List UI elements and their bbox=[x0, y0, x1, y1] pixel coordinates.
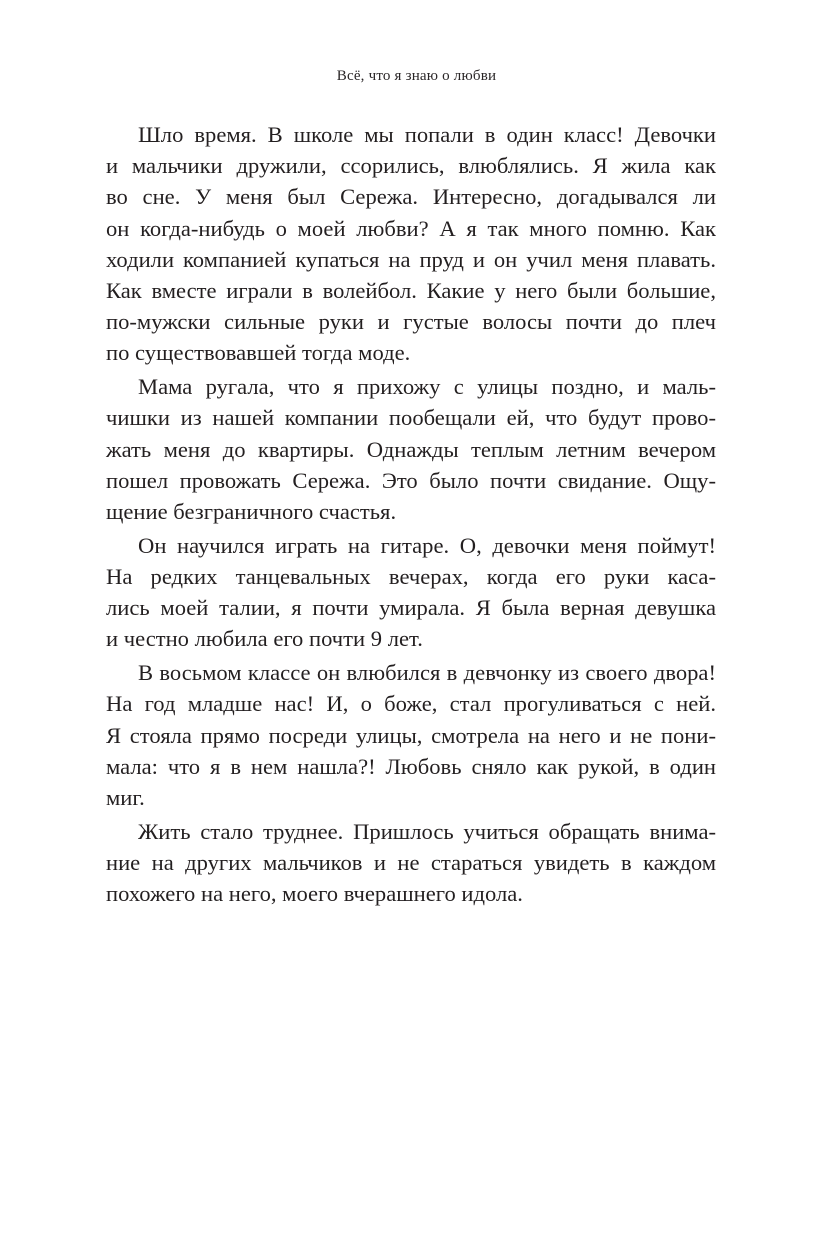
text-line: и мальчики дружили, ссорились, влюблялись. Я жила как bbox=[106, 153, 716, 179]
text-line: щение безграничного счастья. bbox=[106, 499, 397, 525]
text-line: Шло время. В школе мы попали в один класс! Девочки bbox=[138, 122, 716, 147]
text-line: На редких танцевальных вечерах, когда его руки каса- bbox=[106, 564, 716, 590]
text-line: Он научился играть на гитаре. О, девочки меня поймут! bbox=[138, 532, 716, 558]
text-line: лись моей талии, я почти умирала. Я была верная девушка bbox=[106, 595, 716, 621]
text-line: мала: что я в нем нашла?! Любовь сняло как рукой, в один bbox=[106, 753, 716, 779]
text-line: Как вместе играли в волейбол. Какие у него были большие, bbox=[106, 278, 716, 304]
text-line: жать меня до квартиры. Однажды теплым летним вечером bbox=[106, 436, 716, 462]
paragraph-2 bbox=[106, 371, 716, 527]
paragraph-3 bbox=[106, 530, 716, 655]
text-line: ние на других мальчиков и не стараться увидеть в каждом bbox=[106, 850, 716, 876]
paragraph-4 bbox=[106, 657, 716, 813]
text-line: и честно любила его почти 9 лет. bbox=[106, 626, 423, 652]
body-text bbox=[106, 119, 716, 912]
text-line: он когда-нибудь о моей любви? А я так много помню. Как bbox=[106, 215, 716, 241]
paragraph-5 bbox=[106, 816, 716, 910]
running-title: Всё, что я знаю о любви bbox=[336, 68, 497, 84]
text-line: во сне. У меня был Сережа. Интересно, догадывался ли bbox=[106, 184, 716, 210]
paragraph-1 bbox=[106, 119, 716, 369]
text-line: На год младше нас! И, о боже, стал прогуливаться с ней. bbox=[106, 691, 716, 717]
text-line: похожего на него, моего вчерашнего идола. bbox=[106, 881, 523, 907]
text-line: чишки из нашей компании пообещали ей, что будут прово- bbox=[106, 405, 716, 431]
text-line: В восьмом классе он влюбился в девчонку из своего двора! bbox=[138, 660, 716, 686]
text-line: пошел провожать Сережа. Это было почти свидание. Ощу- bbox=[106, 467, 716, 493]
text-line: миг. bbox=[106, 785, 145, 811]
text-line: по существовавшей тогда моде. bbox=[106, 340, 411, 366]
text-line: ходили компанией купаться на пруд и он учил меня плавать. bbox=[106, 246, 716, 272]
text-line: по-мужски сильные руки и густые волосы почти до плеч bbox=[106, 309, 716, 335]
text-line: Мама ругала, что я прихожу с улицы поздно, и маль- bbox=[138, 374, 716, 400]
text-line: Жить стало труднее. Пришлось учиться обращать внима- bbox=[138, 818, 716, 844]
text-line: Я стояла прямо посреди улицы, смотрела на него и не пони- bbox=[106, 722, 716, 748]
